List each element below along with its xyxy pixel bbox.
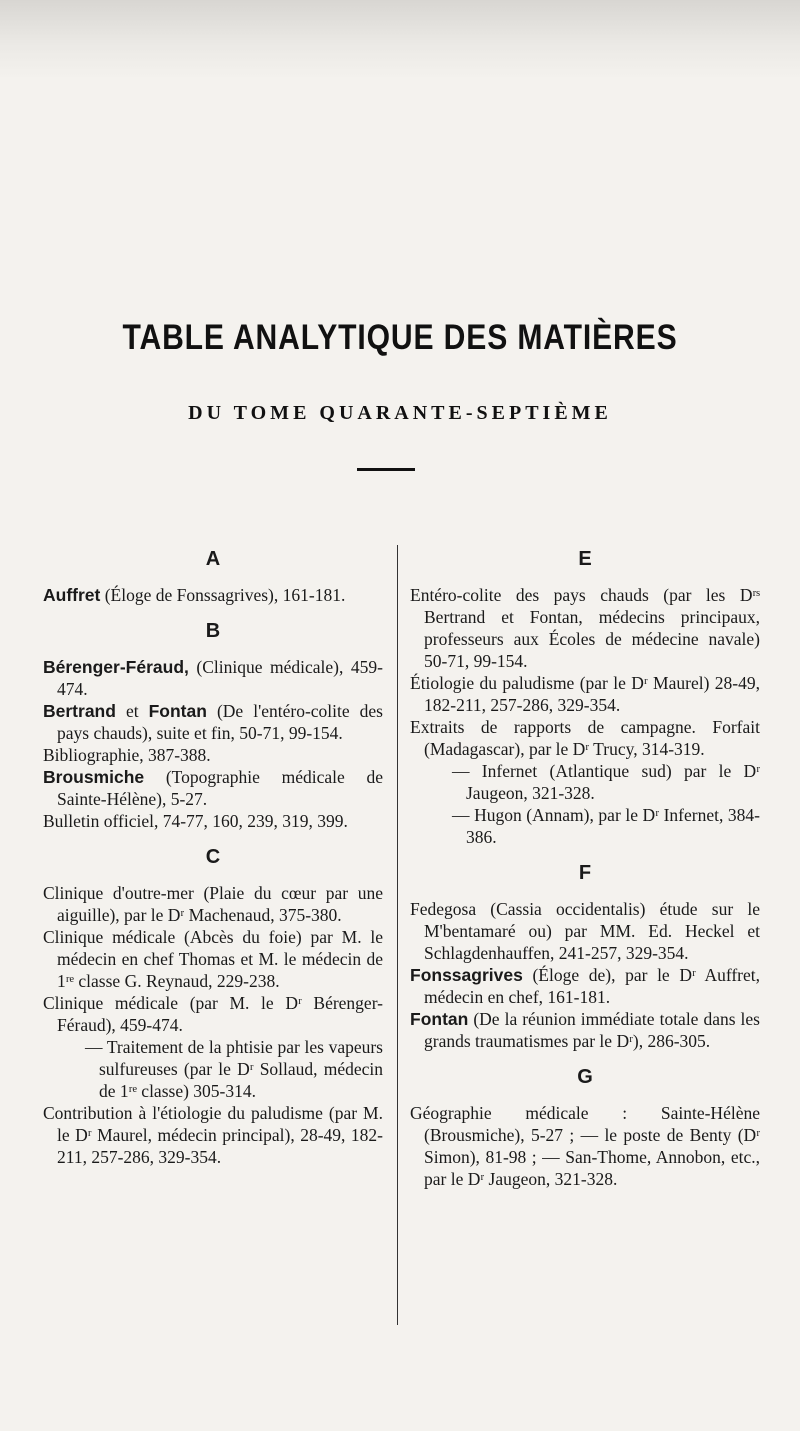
index-entry-fontan — [410, 1008, 760, 1052]
index-entry-etiologie: Étiologie du paludisme (par le Dʳ Maurel) 28-49, 182-211, 257-286, 329-354. — [410, 673, 760, 715]
index-entry-clinique-medicale-abces: Clinique médicale (Abcès du foie) par M. le médecin en chef Thomas et M. le médecin de 1ʳᵉ classe G. Reynaud, 229-238. — [43, 927, 383, 991]
column-divider — [397, 545, 398, 1325]
entry-name: Brousmiche — [43, 767, 145, 787]
index-entry-extraits: Extraits de rapports de campagne. Forfait (Madagascar), par le Dʳ Trucy, 314-319. — [410, 717, 760, 759]
index-entry-clinique-medicale-berenger: Clinique médicale (par M. le Dʳ Bérenger-Féraud), 459-474. — [43, 993, 383, 1035]
index-entry-bibliographie: Bibliographie, 387-388. — [43, 745, 211, 765]
index-entry-fedegosa: Fedegosa (Cassia occidentalis) étude sur le M'bentamaré ou) par MM. Ed. Heckel et Schlagdenhauffen, 241-257, 329-354. — [410, 899, 760, 963]
left-column — [43, 548, 383, 1168]
index-entry-bulletin: Bulletin officiel, 74-77, 160, 239, 319, 399. — [43, 811, 348, 831]
page-subtitle: DU TOME QUARANTE-SEPTIÈME — [188, 402, 612, 424]
index-subentry-hugon: — Hugon (Annam), par le Dʳ Infernet, 384-386. — [452, 805, 760, 847]
section-letter-c: C — [205, 846, 221, 868]
section-letter-f: F — [578, 862, 592, 884]
entry-conjunction: et — [115, 701, 149, 721]
show-through-band — [0, 0, 800, 80]
entry-name: Fontan — [148, 701, 207, 721]
index-entry-berenger — [43, 656, 383, 700]
entry-text: (Topographie médicale de Sainte-Hélène), 5-27. — [57, 767, 383, 809]
entry-name: Fontan — [410, 1009, 469, 1029]
section-letter-a: A — [205, 548, 221, 570]
entry-name: Auffret — [43, 585, 101, 605]
index-subentry-phtisie: — Traitement de la phtisie par les vapeurs sulfureuses (par le Dʳ Sollaud, médecin de 1ʳᵉ classe) 305-314. — [85, 1037, 383, 1101]
index-entry-geographie: Géographie médicale : Sainte-Hélène (Brousmiche), 5-27 ; — le poste de Benty (Dʳ Simon), 81-98 ; — San-Thome, Annobon, etc., par le Dʳ Jaugeon, 321-328. — [410, 1103, 760, 1189]
index-entry-bertrand — [43, 700, 383, 744]
index-entry-fonssagrives — [410, 964, 760, 1008]
section-letter-g: G — [577, 1066, 593, 1088]
title-rule — [357, 468, 415, 471]
entry-name: Bertrand — [43, 701, 116, 721]
entry-text: (Éloge de Fonssagrives), 161-181. — [100, 585, 346, 605]
index-entry-clinique-outre-mer: Clinique d'outre-mer (Plaie du cœur par une aiguille), par le Dʳ Machenaud, 375-380. — [43, 883, 383, 925]
index-entry-contribution: Contribution à l'étiologie du paludisme (par M. le Dʳ Maurel, médecin principal), 28-49, 182-211, 257-286, 329-354. — [43, 1103, 383, 1167]
entry-text: (Clinique médicale), 459-474. — [57, 657, 383, 699]
index-entry-brousmiche — [43, 766, 383, 810]
section-letter-e: E — [578, 548, 592, 570]
entry-text: (Éloge de), par le Dʳ Auffret, médecin en chef, 161-181. — [424, 965, 760, 1007]
page-title: TABLE ANALYTIQUE DES MATIÈRES — [122, 318, 678, 357]
entry-name: Fonssagrives — [410, 965, 523, 985]
right-column — [410, 548, 760, 1190]
index-subentry-infernet: — Infernet (Atlantique sud) par le Dʳ Jaugeon, 321-328. — [452, 761, 760, 803]
entry-name: Bérenger-Féraud, — [43, 657, 189, 677]
section-letter-b: B — [205, 620, 221, 642]
entry-text: (De l'entéro-colite des pays chauds), suite et fin, 50-71, 99-154. — [57, 701, 383, 743]
entry-text: (De la réunion immédiate totale dans les grands traumatismes par le Dʳ), 286-305. — [424, 1009, 760, 1051]
index-entry-entero-colite: Entéro-colite des pays chauds (par les Dʳˢ Bertrand et Fontan, médecins principaux, professeurs aux Écoles de médecine navale) 50-71, 99-154. — [410, 585, 760, 671]
index-entry-auffret — [43, 584, 383, 606]
